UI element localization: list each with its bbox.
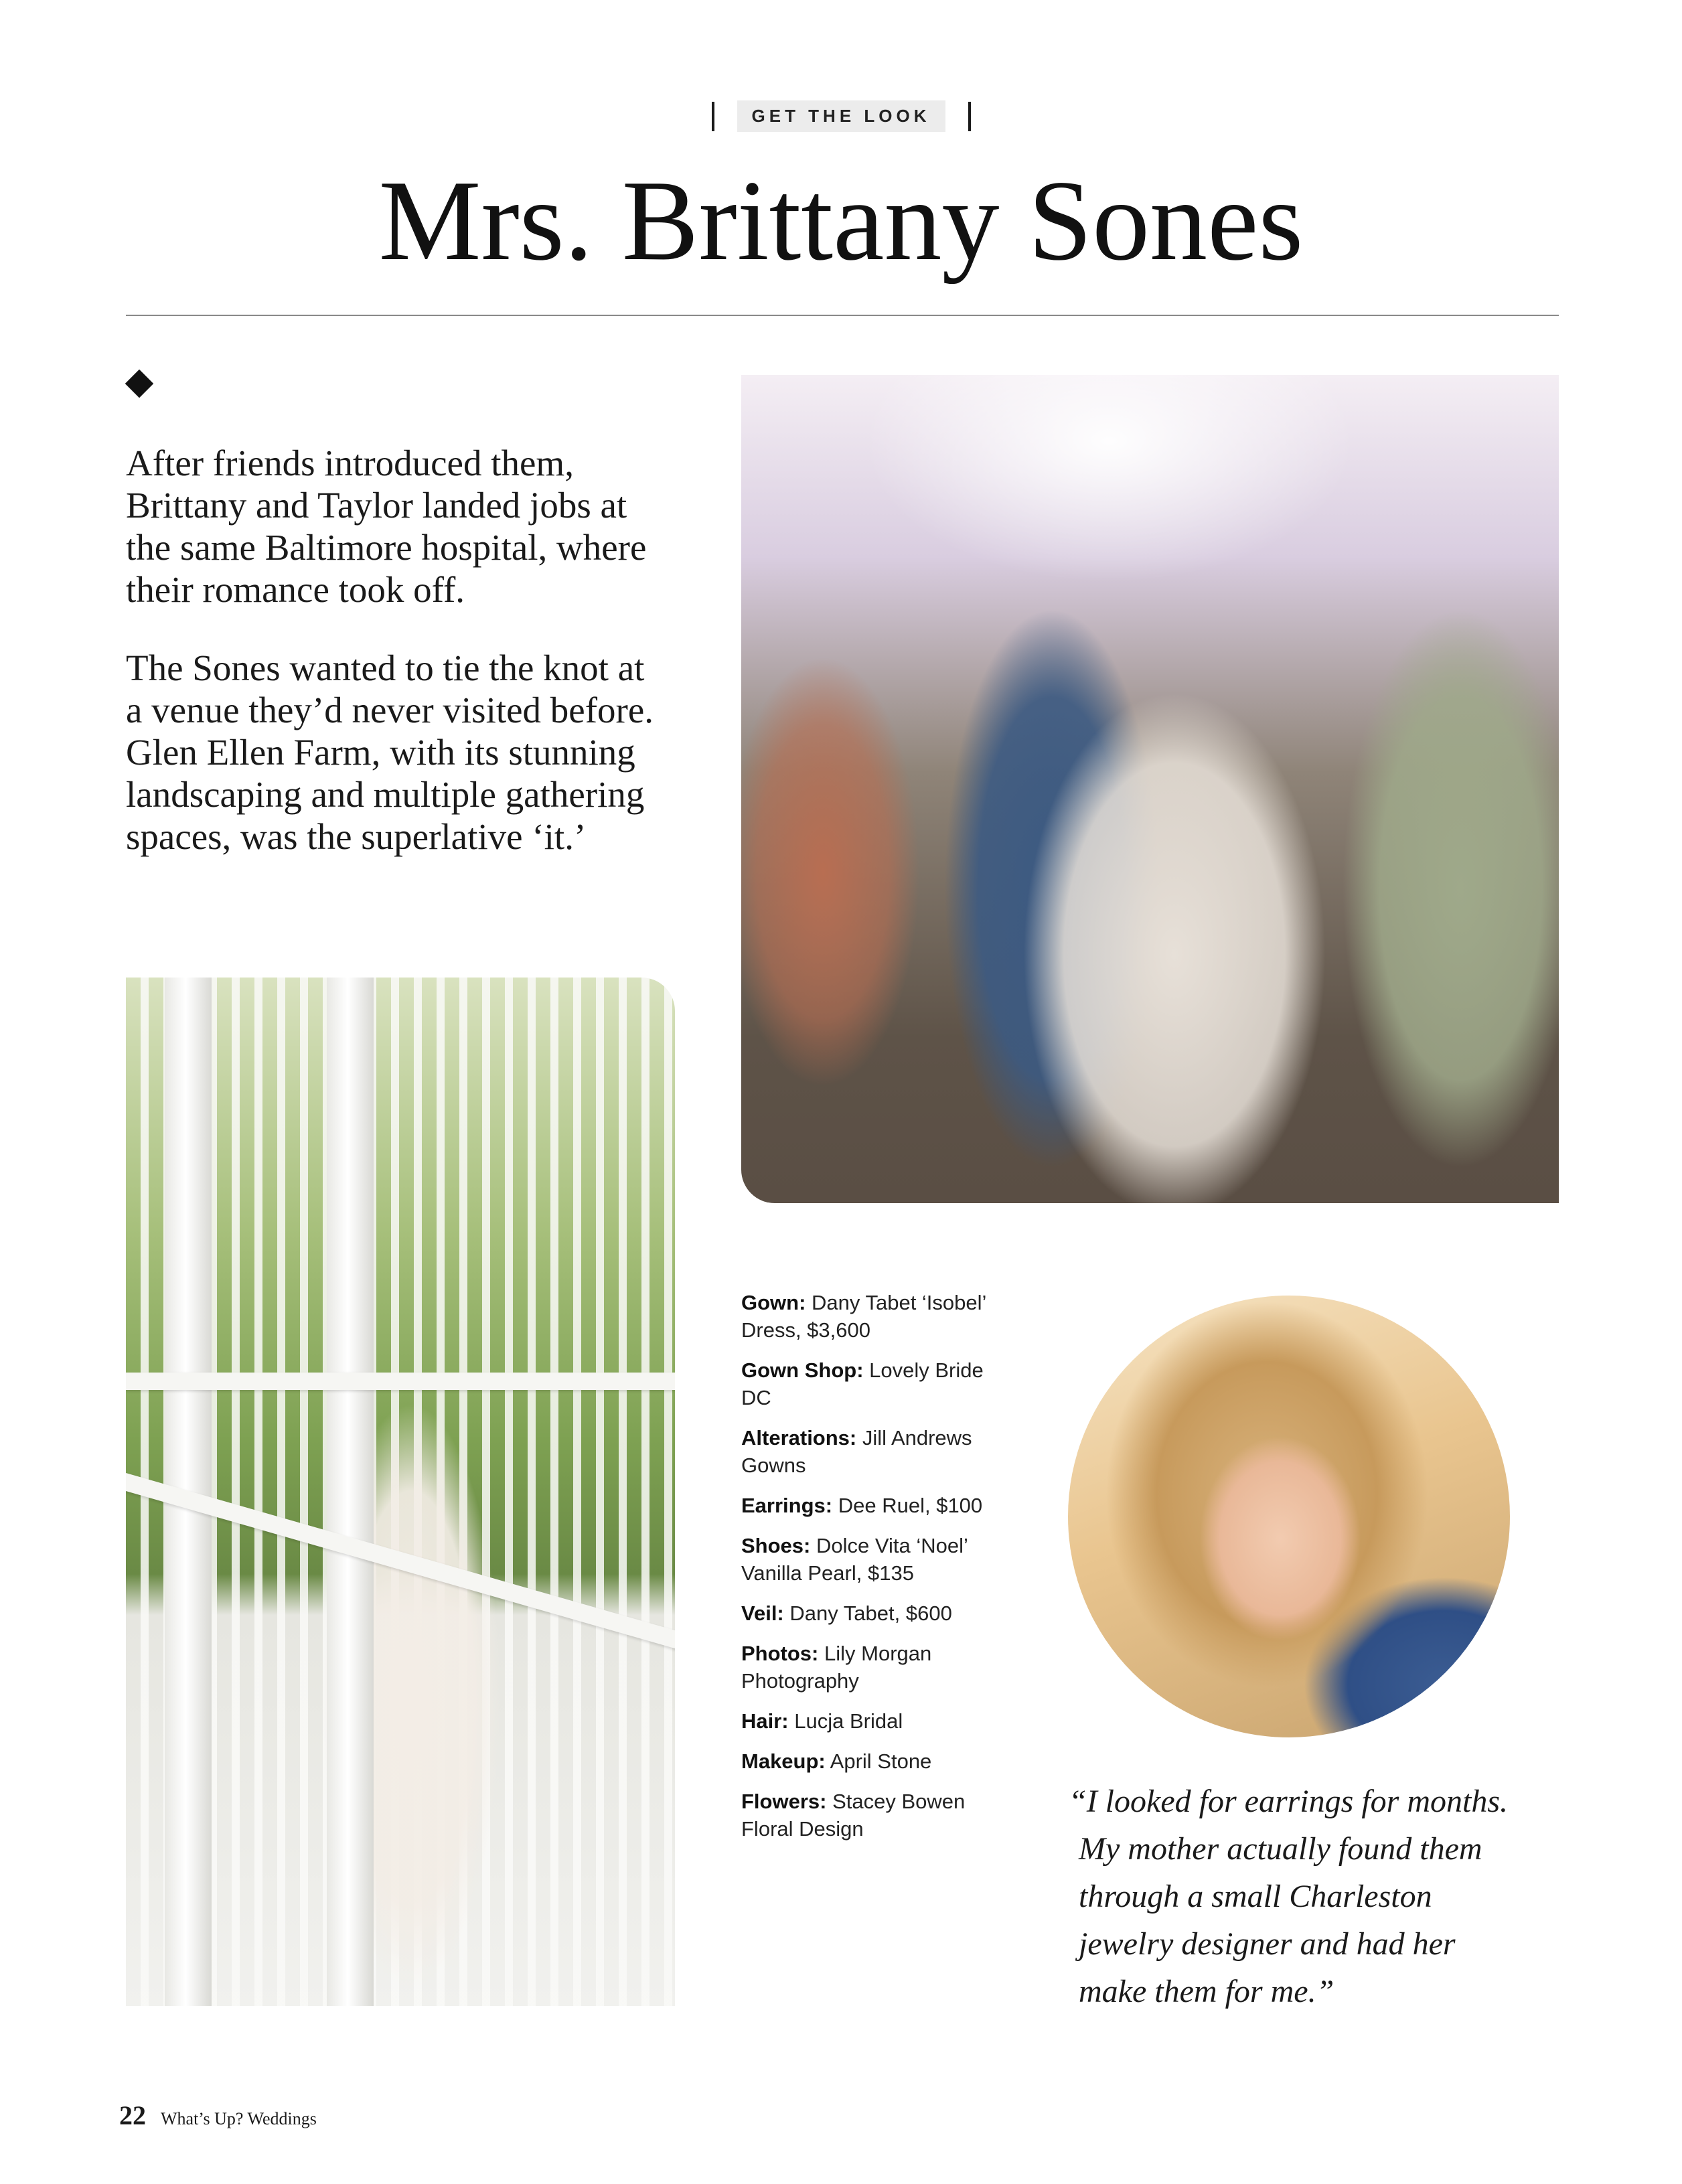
intro-paragraph-1: After friends introduced them, Brittany and Taylor landed jobs at the same Baltimore hospital, where their romance took off. (126, 443, 647, 610)
diamond-icon (125, 370, 153, 398)
bride-portrait-photo (1068, 1296, 1510, 1737)
quote-line: through a small Charleston (1079, 1879, 1432, 1914)
quote-line: “I looked for earrings for months. (1069, 1784, 1509, 1819)
credits-list (741, 1289, 996, 1855)
first-dance-photo (741, 375, 1559, 1203)
credit-item: Gown: Dany Tabet ‘Isobel’ Dress, $3,600 (741, 1291, 986, 1342)
publication-name: What’s Up? Weddings (161, 2109, 317, 2128)
intro-paragraph-2: The Sones wanted to tie the knot at a venue they’d never visited before. Glen Ellen Farm, with its stunning landscaping and multiple gathering spaces, was the superlative ‘it.’ (126, 647, 654, 857)
credit-item: Flowers: Stacey Bowen Floral Design (741, 1790, 966, 1841)
section-kicker (0, 100, 1682, 132)
credit-item: Alterations: Jill Andrews Gowns (741, 1426, 972, 1477)
porch-pillar (327, 978, 374, 2006)
credit-item: Veil: Dany Tabet, $600 (741, 1602, 952, 1625)
quote-line: make them for me.” (1079, 1974, 1334, 2009)
credit-item: Earrings: Dee Ruel, $100 (741, 1494, 983, 1517)
quote-line: jewelry designer and had her (1079, 1926, 1456, 1962)
credit-item: Hair: Lucja Bridal (741, 1709, 903, 1733)
page-number: 22 (119, 2100, 146, 2130)
page-footer (119, 2100, 317, 2131)
credit-item: Gown Shop: Lovely Bride DC (741, 1358, 984, 1409)
credit-item: Makeup: April Stone (741, 1749, 932, 1773)
page-title: Mrs. Brittany Sones (378, 157, 1304, 285)
pull-quote (1069, 1778, 1551, 2015)
title-rule (126, 315, 1559, 316)
credit-item: Photos: Lily Morgan Photography (741, 1642, 932, 1693)
kicker-divider-left (712, 102, 714, 131)
quote-line: My mother actually found them (1079, 1831, 1482, 1867)
kicker-divider-right (968, 102, 971, 131)
bride-porch-photo (126, 978, 675, 2006)
kicker-label: GET THE LOOK (737, 100, 945, 132)
credit-item: Shoes: Dolce Vita ‘Noel’ Vanilla Pearl, $135 (741, 1534, 968, 1585)
porch-railing (126, 1373, 675, 1390)
intro-text (126, 442, 662, 894)
